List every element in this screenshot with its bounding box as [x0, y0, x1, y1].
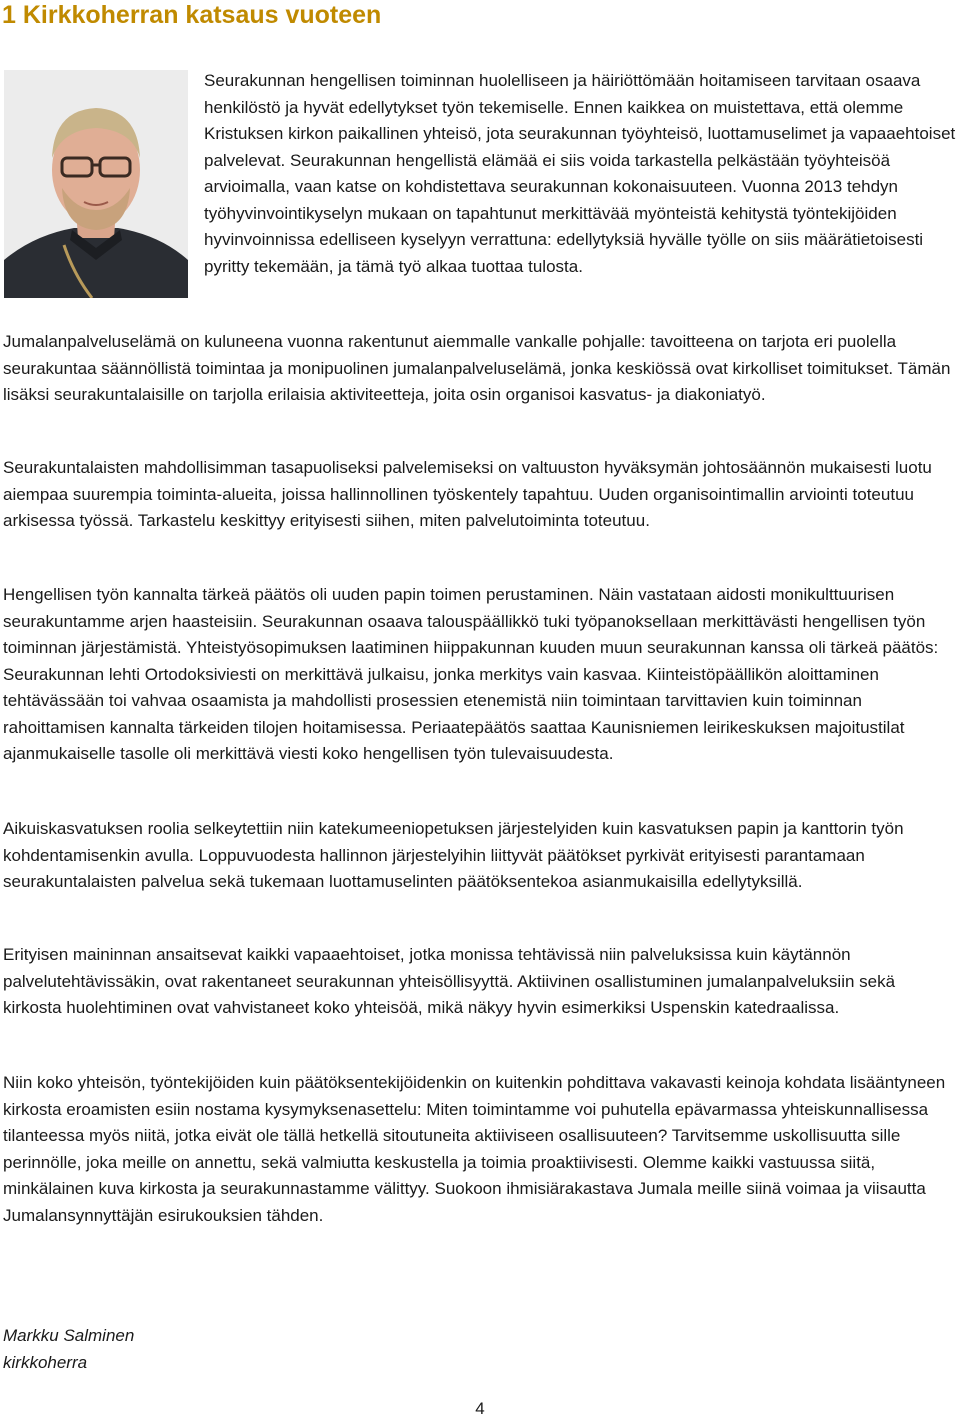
signature-title: kirkkoherra	[3, 1353, 88, 1372]
paragraph-adult-education: Aikuiskasvatuksen roolia selkeytettiin niin katekumeeniopetuksen järjestelyiden kuin kasvatuksen papin ja kanttorin työn kohdentamisenkin avulla. Loppuvuodesta hallinnon järjestelyihin liittyvät päätökset pyrkivät erityisesti parantamaan seurakuntalaisten palvelua sekä tukemaan luottamuselinten päätöksentekoa asianmukaisilla edellytyksillä.	[3, 819, 904, 891]
paragraph-closing: Niin koko yhteisön, työntekijöiden kuin päätöksentekijöidenkin on kuitenkin pohdittava vakavasti keinoja kohdata lisääntyneen kirkosta eroamisten esiin nostama kysymyksenasettelu: Miten toimintamme voi puhutella epävarmassa yhteiskunnallisessa tilanteessa myös niitä, jotka eivät ole tällä hetkellä sitoutuneita aktiiviseen osallisuuteen? Tarvitsemme uskollisuutta sille perinnölle, joka meille on annettu, sekä valmiutta keskustella ja toimia proaktiivisesti. Olemme kaikki vastuussa siitä, minkälainen kuva kirkosta ja seurakunnastamme välittyy. Suokoon ihmisiärakastava Jumala meille siinä voimaa ja viisautta Jumalansynnyttäjän esirukouksien tähden.	[3, 1073, 946, 1225]
author-portrait	[4, 70, 188, 298]
paragraph-volunteers: Erityisen maininnan ansaitsevat kaikki vapaaehtoiset, jotka monissa tehtävissä niin palveluksissa kuin käytännön palvelutehtävissäkin, ovat rakentaneet seurakunnan yhteisöllisyyttä. Aktiivinen osallistuminen jumalanpalveluksiin sekä kirkosta huolehtiminen ovat vahvistaneet koko yhteisöä, mikä näkyy hyvin esimerkiksi Uspenskin katedraalissa.	[3, 945, 896, 1017]
paragraph-decisions: Hengellisen työn kannalta tärkeä päätös oli uuden papin toimen perustaminen. Näin vastataan aidosti monikulttuurisen seurakuntamme arjen haasteisiin. Seurakunnan osaava talouspäällikkö tuki työpanoksellaan merkittävästi hengellisen työn toiminnan järjestämistä. Yhteistyösopimuksen laatiminen hiippakunnan kuuden muun seurakunnan kanssa oli tärkeä päätös: Seurakunnan lehti Ortodoksiviesti on merkittävä julkaisu, jonka merkitys vain kasvaa. Kiinteistöpäällikön aloittaminen tehtävässään toi vahvaa osaamista ja mahdollisti prosessien etenemistä niin toimintaan tarvittavien kuin toiminnan rahoittamisen kannalta tärkeiden tilojen hoitamisessa. Periaatepäätös saattaa Kaunisniemen leirikeskuksen majoitustilat ajanmukaiselle tasolle oli merkittävä viesti koko hengellisen työn tulevaisuudesta.	[3, 585, 939, 763]
page-number: 4	[475, 1399, 485, 1418]
section-heading: 1 Kirkkoherran katsaus vuoteen	[2, 1, 382, 29]
intro-paragraph: Seurakunnan hengellisen toiminnan huolelliseen ja häiriöttömään hoitamiseen tarvitaan osaava henkilöstö ja hyvät edellytykset työn tekemiselle. Ennen kaikkea on muistettava, että olemme Kristuksen kirkon paikallinen yhteisö, jota seurakunnan työyhteisö, luottamuselimet ja vapaaehtoiset palvelevat. Seurakunnan hengellistä elämää ei siis voida tarkastella pelkästään työyhteisöä arvioimalla, vaan katse on kohdistettava seurakunnan kokonaisuuteen. Vuonna 2013 tehdyn työhyvinvointikyselyn mukaan on tapahtunut merkittävää myönteistä kehitystä työntekijöiden hyvinvoinnissa edelliseen kyselyyn verrattuna: edellytyksiä hyvälle työlle on siis määrätietoisesti pyritty tekemään, ja tämä työ alkaa tuottaa tulosta.	[204, 71, 956, 276]
signature-name: Markku Salminen	[3, 1326, 135, 1345]
paragraph-organization: Seurakuntalaisten mahdollisimman tasapuoliseksi palvelemiseksi on valtuuston hyväksymän johtosäännön mukaisesti luotu aiempaa suurempia toiminta-alueita, joissa hallinnollinen työskentely tapahtuu. Uuden organisointimallin arviointi toteutuu arkisessa työssä. Tarkastelu keskittyy erityisesti siihen, miten palvelutoiminta toteutuu.	[3, 458, 932, 530]
paragraph-worship: Jumalanpalveluselämä on kuluneena vuonna rakentunut aiemmalle vankalle pohjalle: tavoitteena on tarjota eri puolella seurakuntaa säännöllistä toimintaa ja monipuolinen jumalanpalveluselämä, jonka keskiössä ovat kirkolliset toimitukset. Tämän lisäksi seurakuntalaisille on tarjolla erilaisia aktiviteetteja, joita osin organisoi kasvatus- ja diakoniatyö.	[3, 332, 951, 404]
